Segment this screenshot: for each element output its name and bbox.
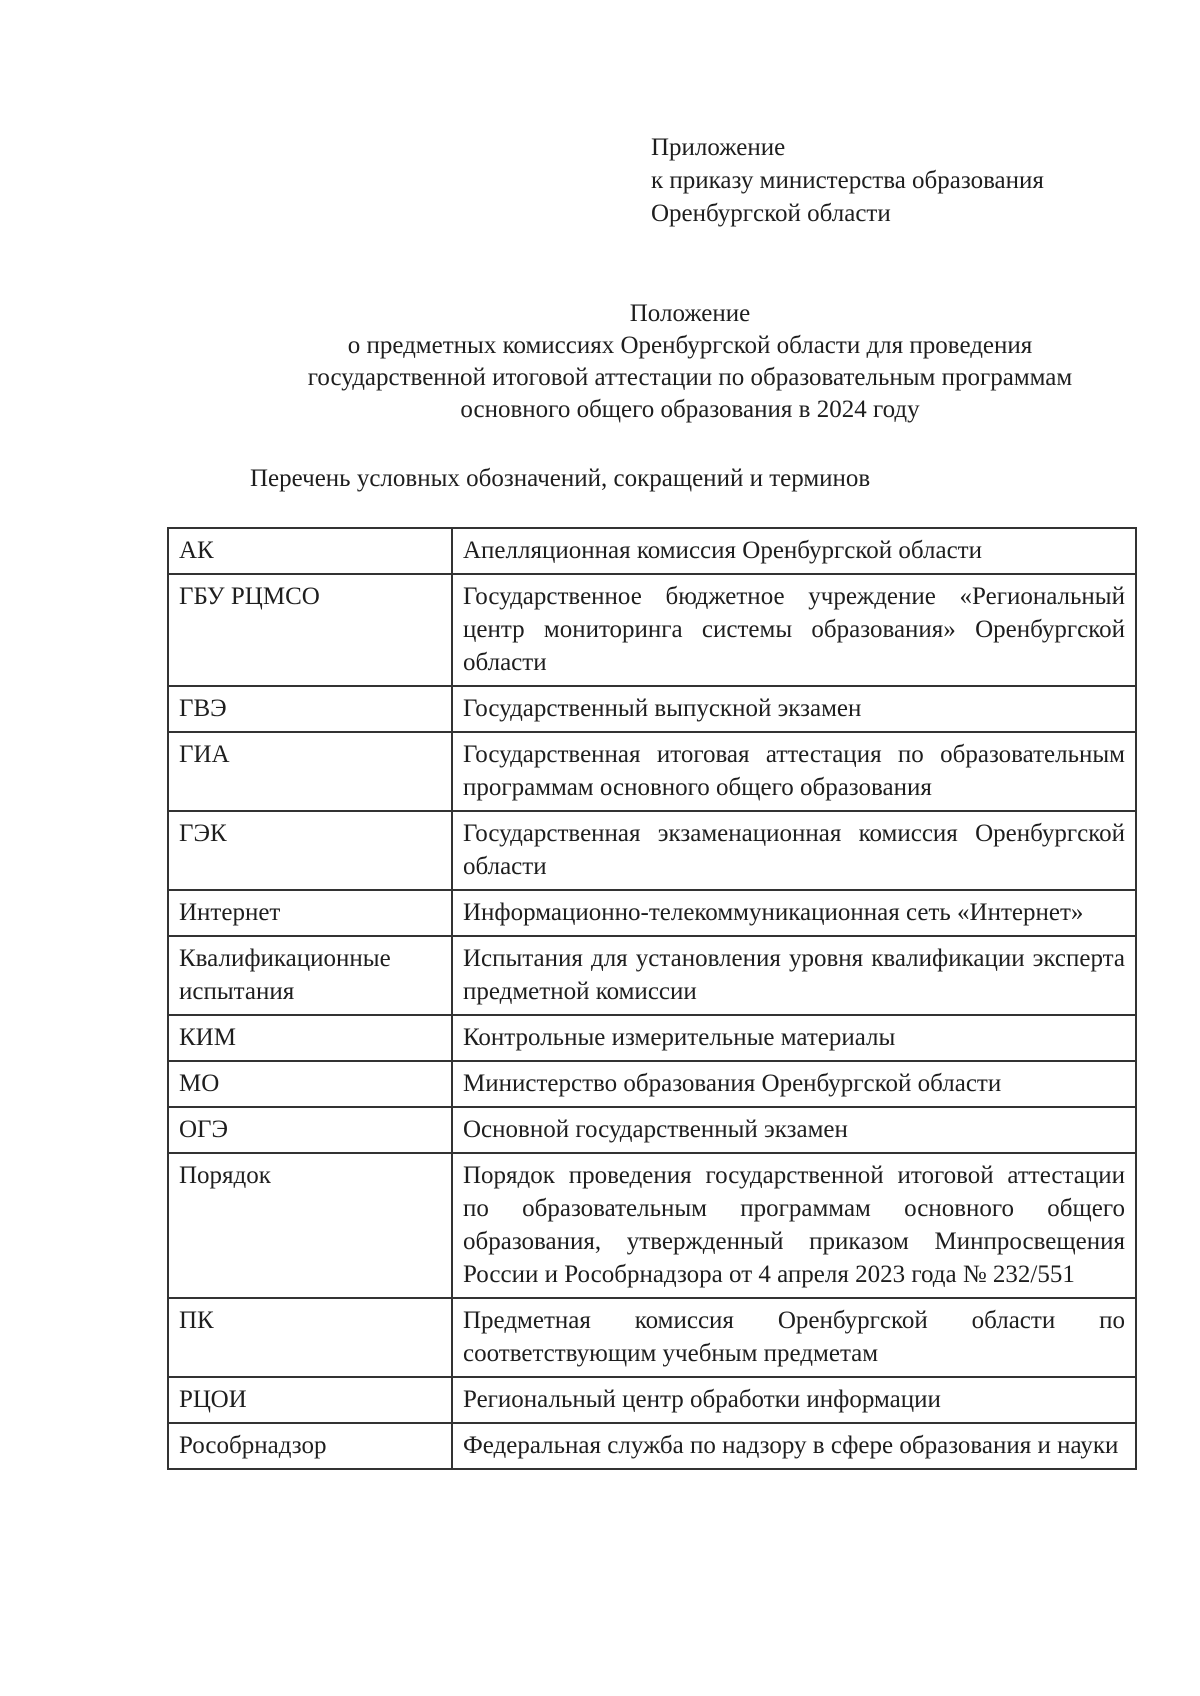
term-abbreviation: ГВЭ bbox=[168, 686, 452, 732]
table-row bbox=[168, 936, 1136, 1015]
term-definition: Федеральная служба по надзору в сфере образования и науки bbox=[452, 1423, 1136, 1469]
appendix-line: Оренбургской области bbox=[651, 200, 891, 227]
term-abbreviation: ПК bbox=[168, 1298, 452, 1377]
term-definition: Испытания для установления уровня квалификации эксперта предметной комиссии bbox=[452, 936, 1136, 1015]
term-definition: Государственный выпускной экзамен bbox=[452, 686, 1136, 732]
appendix-header bbox=[651, 131, 1044, 230]
term-definition: Контрольные измерительные материалы bbox=[452, 1015, 1136, 1061]
table-row bbox=[168, 1107, 1136, 1153]
table-row bbox=[168, 528, 1136, 574]
table-row bbox=[168, 1298, 1136, 1377]
table-row bbox=[168, 1377, 1136, 1423]
term-abbreviation: ОГЭ bbox=[168, 1107, 452, 1153]
term-abbreviation: МО bbox=[168, 1061, 452, 1107]
table-row bbox=[168, 574, 1136, 686]
terms-table bbox=[167, 527, 1137, 1470]
table-row bbox=[168, 811, 1136, 890]
term-abbreviation: РЦОИ bbox=[168, 1377, 452, 1423]
document-title bbox=[200, 298, 1180, 426]
term-abbreviation: Рособрнадзор bbox=[168, 1423, 452, 1469]
term-abbreviation: АК bbox=[168, 528, 452, 574]
table-row bbox=[168, 1061, 1136, 1107]
term-definition: Региональный центр обработки информации bbox=[452, 1377, 1136, 1423]
term-definition: Предметная комиссия Оренбургской области по соответствующим учебным предметам bbox=[452, 1298, 1136, 1377]
table-row bbox=[168, 732, 1136, 811]
term-abbreviation: Квалификационные испытания bbox=[168, 936, 452, 1015]
term-definition: Министерство образования Оренбургской области bbox=[452, 1061, 1136, 1107]
term-abbreviation: ГИА bbox=[168, 732, 452, 811]
term-abbreviation: Интернет bbox=[168, 890, 452, 936]
term-abbreviation: ГЭК bbox=[168, 811, 452, 890]
term-abbreviation: Порядок bbox=[168, 1153, 452, 1298]
title-line: Положение bbox=[629, 300, 751, 327]
term-definition: Информационно-телекоммуникационная сеть «Интернет» bbox=[452, 890, 1136, 936]
term-definition: Государственная экзаменационная комиссия Оренбургской области bbox=[452, 811, 1136, 890]
title-line: государственной итоговой аттестации по образовательным программам bbox=[307, 364, 1073, 391]
appendix-line: к приказу министерства образования bbox=[651, 167, 1044, 194]
term-definition: Государственная итоговая аттестация по образовательным программам основного общего образования bbox=[452, 732, 1136, 811]
table-row bbox=[168, 1153, 1136, 1298]
term-definition: Порядок проведения государственной итоговой аттестации по образовательным программам основного общего образования, утвержденный приказом Минпросвещения России и Рособрнадзора от 4 апреля 2023 года № 232/551 bbox=[452, 1153, 1136, 1298]
list-title: Перечень условных обозначений, сокращений и терминов bbox=[250, 465, 871, 492]
title-line: основного общего образования в 2024 году bbox=[460, 396, 920, 423]
table-row bbox=[168, 1423, 1136, 1469]
appendix-line: Приложение bbox=[651, 134, 786, 161]
term-abbreviation: КИМ bbox=[168, 1015, 452, 1061]
table-row bbox=[168, 686, 1136, 732]
title-line: о предметных комиссиях Оренбургской области для проведения bbox=[347, 332, 1033, 359]
table-row bbox=[168, 890, 1136, 936]
term-abbreviation: ГБУ РЦМСО bbox=[168, 574, 452, 686]
term-definition: Апелляционная комиссия Оренбургской области bbox=[452, 528, 1136, 574]
term-definition: Основной государственный экзамен bbox=[452, 1107, 1136, 1153]
term-definition: Государственное бюджетное учреждение «Региональный центр мониторинга системы образования» Оренбургской области bbox=[452, 574, 1136, 686]
table-row bbox=[168, 1015, 1136, 1061]
